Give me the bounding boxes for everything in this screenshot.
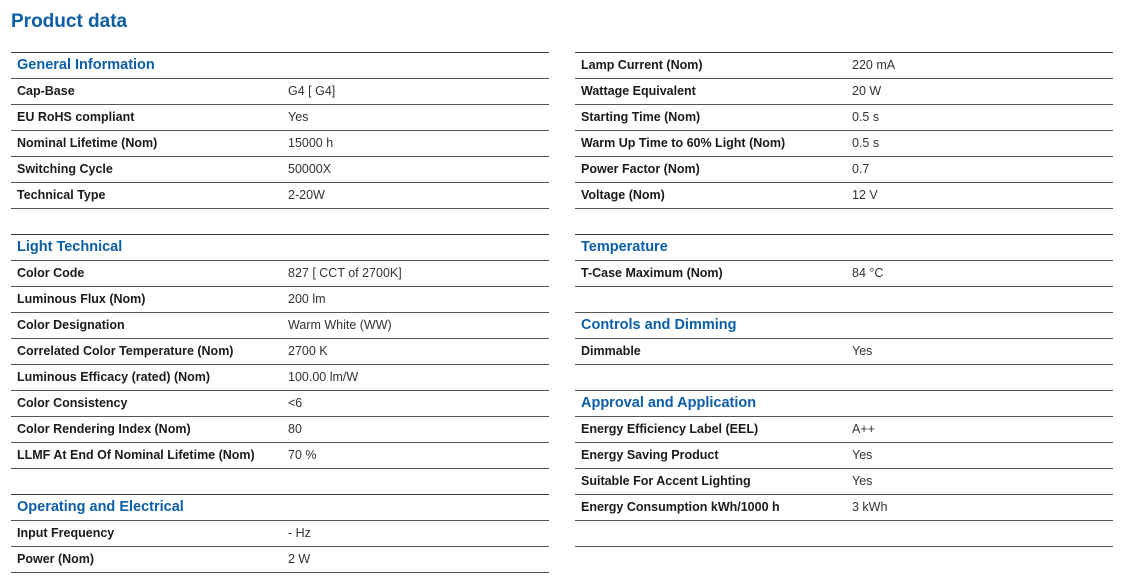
row-value: Yes [288,110,309,124]
row-value: 20 W [852,84,882,98]
row-value: - Hz [288,526,311,540]
section-general-information [11,52,549,209]
table-row [575,339,1113,365]
row-value: Yes [852,344,873,358]
empty-row [575,365,1113,391]
row-value: Yes [852,448,873,462]
table-row [11,313,549,339]
table-row [575,131,1113,157]
table-row [11,261,549,287]
row-label: Voltage (Nom) [581,188,665,202]
table-row [11,521,549,547]
row-label: Color Consistency [17,396,128,410]
section-heading: Operating and Electrical [11,495,549,521]
row-value: G4 [ G4] [288,84,336,98]
table-row [575,157,1113,183]
row-value: 0.5 s [852,110,880,124]
section-heading: Controls and Dimming [575,313,1113,339]
row-label: Power Factor (Nom) [581,162,700,176]
row-label: Wattage Equivalent [581,84,696,98]
row-value: <6 [288,396,303,410]
table-row [575,469,1113,495]
row-value: 70 % [288,448,317,462]
row-label: Luminous Efficacy (rated) (Nom) [17,370,211,384]
table-row [575,417,1113,443]
section-controls-dimming [575,313,1113,391]
row-label: Color Code [17,266,85,280]
row-label: T-Case Maximum (Nom) [581,266,723,280]
row-value: A++ [852,422,875,436]
table-row [11,287,549,313]
row-value: 3 kWh [852,500,888,514]
table-row [575,443,1113,469]
table-row [11,183,549,209]
section-heading: Approval and Application [575,391,1113,417]
section-heading: General Information [11,53,549,79]
table-row [575,495,1113,521]
section-heading: Light Technical [11,235,549,261]
row-label: Energy Consumption kWh/1000 h [581,500,780,514]
row-value: 15000 h [288,136,334,150]
table-row [11,157,549,183]
row-value: 80 [288,422,302,436]
table-row [11,339,549,365]
table-row [575,183,1113,209]
row-value: 220 mA [852,58,896,72]
row-label: Warm Up Time to 60% Light (Nom) [581,136,786,150]
row-value: 12 V [852,188,878,202]
row-value: 2700 K [288,344,328,358]
row-label: Dimmable [581,344,641,358]
row-value: 827 [ CCT of 2700K] [288,266,402,280]
row-value: 2-20W [288,188,325,202]
row-label: Lamp Current (Nom) [581,58,703,72]
row-label: Input Frequency [17,526,115,540]
section-approval-application [575,391,1113,547]
section-operating-electrical [11,494,549,573]
table-row [11,105,549,131]
row-label: Cap-Base [17,84,75,98]
page-title: Product data [11,11,128,32]
row-value: 0.7 [852,162,870,176]
empty-row [575,521,1113,547]
row-label: Power (Nom) [17,552,95,566]
row-value: Yes [852,474,873,488]
table-row [11,391,549,417]
row-value: Warm White (WW) [288,318,392,332]
row-label: Technical Type [17,188,106,202]
section-temperature [575,234,1113,313]
left-column [11,52,549,573]
section-lamp-electrical [575,52,1113,209]
table-row [11,131,549,157]
row-value: 2 W [288,552,311,566]
row-label: EU RoHS compliant [17,110,135,124]
row-label: Energy Saving Product [581,448,719,462]
row-label: Color Rendering Index (Nom) [17,422,191,436]
row-label: Starting Time (Nom) [581,110,701,124]
section-light-technical [11,234,549,469]
table-row [11,79,549,105]
row-label: Correlated Color Temperature (Nom) [17,344,234,358]
section-heading: Temperature [575,235,1113,261]
table-row [575,261,1113,287]
table-row [575,79,1113,105]
row-label: Suitable For Accent Lighting [581,474,751,488]
table-row [11,417,549,443]
table-row [11,443,549,469]
row-label: Switching Cycle [17,162,113,176]
right-column [575,52,1113,547]
table-row [11,365,549,391]
row-label: Color Designation [17,318,125,332]
row-label: LLMF At End Of Nominal Lifetime (Nom) [17,448,255,462]
table-row [575,53,1113,79]
row-value: 200 lm [288,292,326,306]
row-label: Energy Efficiency Label (EEL) [581,422,759,436]
row-label: Luminous Flux (Nom) [17,292,146,306]
row-value: 100.00 lm/W [288,370,359,384]
row-value: 50000X [288,162,332,176]
row-value: 84 °C [852,266,884,280]
table-row [575,105,1113,131]
table-row [11,547,549,573]
row-value: 0.5 s [852,136,880,150]
empty-row [575,287,1113,313]
row-label: Nominal Lifetime (Nom) [17,136,158,150]
